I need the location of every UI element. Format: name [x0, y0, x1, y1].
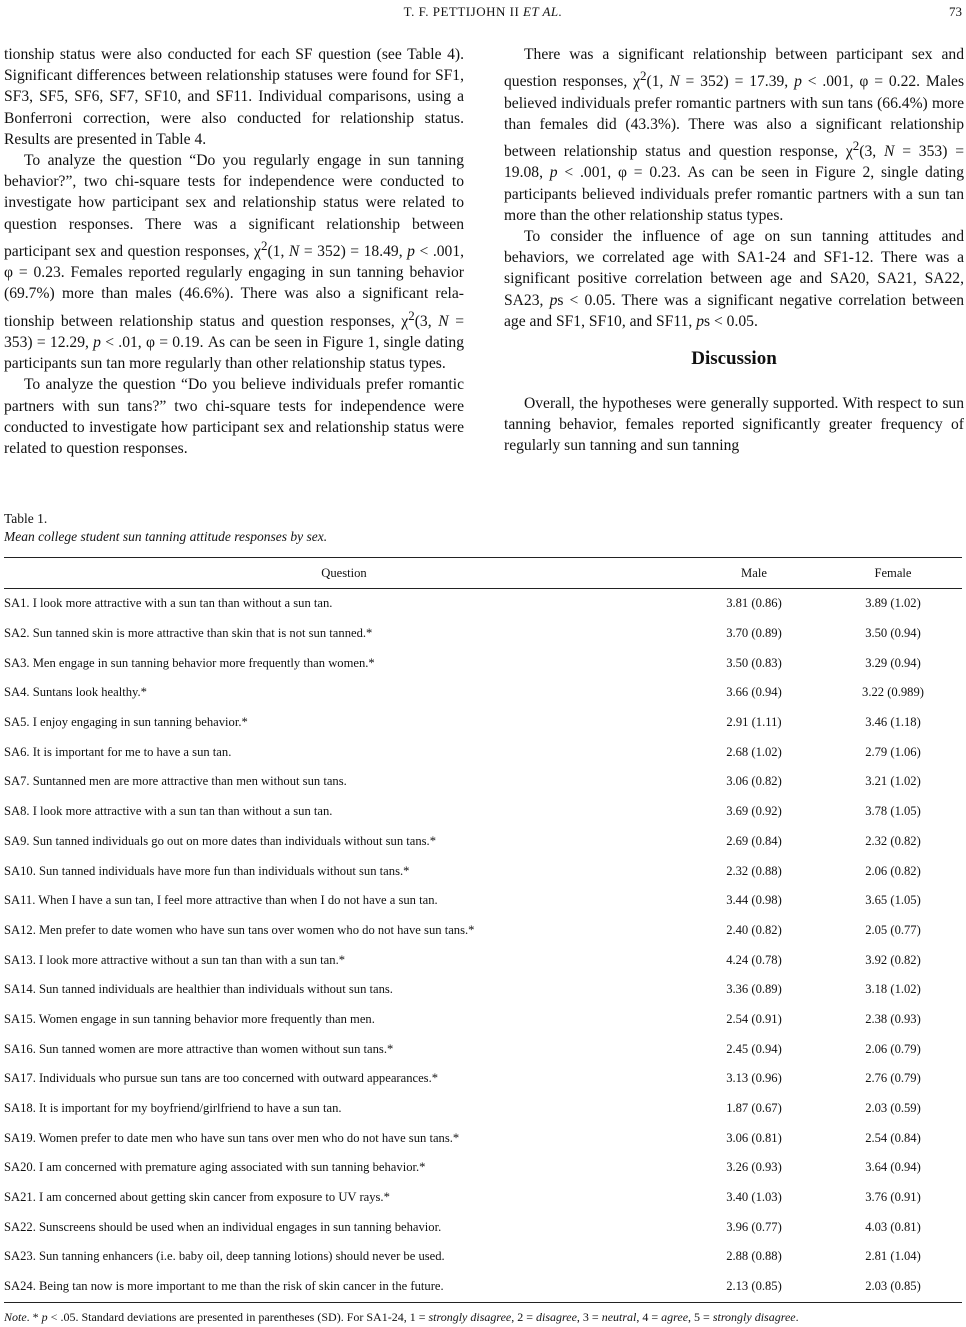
female-mean-cell: 3.78 (1.05) [865, 804, 921, 819]
male-mean-cell: 3.69 (0.92) [726, 804, 782, 819]
page-number: 73 [949, 4, 962, 19]
female-mean-cell: 3.76 (0.91) [865, 1190, 921, 1205]
male-mean-cell: 3.40 (1.03) [726, 1190, 782, 1205]
male-mean-cell: 2.13 (0.85) [684, 1272, 824, 1302]
female-mean-cell: 3.29 (0.94) [865, 655, 921, 670]
male-mean-cell: 3.26 (0.93) [726, 1160, 782, 1175]
table-note: Note. * p < .05. Standard deviations are presented in parentheses (SD). For SA1-24, 1 = strongly disagree, 2 = disagree, 3 = neutral, 4 = agree, 5 = strongly disagree. [4, 1310, 799, 1324]
question-cell: SA1. I look more attractive with a sun tan than without a sun tan. [4, 596, 333, 611]
table-row [4, 1005, 962, 1035]
male-mean-cell: 1.87 (0.67) [726, 1101, 782, 1116]
question-cell: SA21. I am concerned about getting skin cancer from exposure to UV rays.* [4, 1190, 390, 1205]
male-mean-cell: 2.32 (0.88) [726, 863, 782, 878]
question-cell: SA12. Men prefer to date women who have sun tans over women who do not have sun tans.* [4, 922, 475, 937]
male-mean-cell: 2.68 (1.02) [726, 744, 782, 759]
table-label: Table 1. [4, 511, 48, 526]
male-mean-cell: 2.54 (0.91) [726, 1011, 782, 1026]
female-mean-cell: 3.89 (1.02) [865, 596, 921, 611]
male-mean-cell: 4.24 (0.78) [726, 952, 782, 967]
female-mean-cell: 3.65 (1.05) [865, 893, 921, 908]
female-mean-cell: 2.05 (0.77) [865, 922, 921, 937]
right-paragraph-2: To consider the influence of age on sun tanning attitudes and behaviors, we correlated age with SA1-24 and SF1-12. There was a significant positive correlation between age and SA20, SA21, SA22, SA23, ps < 0.05. There was a significant negative correlation between age and SF1, SF10, and SF11, ps < 0.05. [504, 228, 964, 330]
table-caption: Mean college student sun tanning attitude responses by sex. [4, 529, 328, 544]
male-mean-cell: 3.36 (0.89) [726, 982, 782, 997]
female-mean-cell: 2.06 (0.82) [865, 863, 921, 878]
table-row [4, 708, 962, 738]
female-mean-cell: 3.46 (1.18) [865, 715, 921, 730]
male-mean-cell: 2.69 (0.84) [726, 833, 782, 848]
male-mean-cell: 3.66 (0.94) [726, 685, 782, 700]
male-mean-cell: 2.45 (0.94) [726, 1041, 782, 1056]
right-column [504, 44, 964, 457]
question-cell: SA18. It is important for my boyfriend/girlfriend to have a sun tan. [4, 1101, 342, 1116]
male-mean-cell: 3.06 (0.82) [726, 774, 782, 789]
female-mean-cell: 2.81 (1.04) [865, 1249, 921, 1264]
running-head-author: T. F. PETTIJOHN II ET AL. [403, 4, 563, 19]
male-mean-cell: 2.88 (0.88) [726, 1249, 782, 1264]
left-paragraph-3: To analyze the question “Do you believe individuals prefer romantic partners with sun tans?” two chi-square tests for independence were conducted to investigate how participant sex and relationship status were related to question responses. [4, 376, 464, 458]
running-head [0, 4, 966, 22]
left-paragraph-1: tionship status were also conducted for each SF question (see Table 4). Significant differences between relationship statuses were found for SF1, SF3, SF5, SF6, SF7, SF10, and SF11. Individual comparisons, using a Bonferroni correction, were also conducted for relationship status. Results are presented in Table 4. [4, 46, 464, 148]
question-cell: SA22. Sunscreens should be used when an individual engages in sun tanning behavior. [4, 1219, 442, 1234]
female-mean-cell: 3.92 (0.82) [865, 952, 921, 967]
female-mean-cell: 3.22 (0.989) [862, 685, 924, 700]
table-row [4, 1272, 962, 1302]
table-row [4, 1094, 962, 1124]
male-mean-cell: 2.91 (1.11) [726, 715, 782, 730]
table-row [4, 589, 962, 619]
table-row [4, 1212, 962, 1242]
female-mean-cell: 2.03 (0.59) [865, 1101, 921, 1116]
question-cell: SA15. Women engage in sun tanning behavior more frequently than men. [4, 1011, 375, 1026]
question-cell: SA23. Sun tanning enhancers (i.e. baby oil, deep tanning lotions) should never be used. [4, 1249, 445, 1264]
question-cell: SA5. I enjoy engaging in sun tanning behavior.* [4, 715, 248, 730]
female-mean-cell: 3.18 (1.02) [865, 982, 921, 997]
discussion-heading: Discussion [691, 348, 777, 370]
female-mean-cell: 3.64 (0.94) [865, 1160, 921, 1175]
table-row [4, 767, 962, 797]
table-row [4, 678, 962, 708]
female-mean-cell: 2.54 (0.84) [865, 1130, 921, 1145]
header-male: Male [684, 558, 824, 589]
right-paragraph-1: There was a significant relationship between participant sex and question responses, $\chi^2(1$, N = 352) = 17.39, p < .001, φ = 0.22. Males believed individuals prefer romantic partners with sun tans (66.4%) more than females did (43.3%). There was also a significant relationship between relationship status and question response, $\chi^2(3$, N = 353) = 19.08, p < .001, φ = 0.23. As can be seen in Figure 2, single dating participants believed individuals prefer romantic partners with a sun tan more than the other relationship status types. [504, 46, 965, 224]
left-column [4, 44, 464, 459]
table-row [4, 856, 962, 886]
table-row [4, 1242, 962, 1272]
header-female: Female [824, 558, 962, 589]
question-cell: SA8. I look more attractive with a sun tan than without a sun tan. [4, 804, 333, 819]
question-cell: SA4. Suntans look healthy.* [4, 685, 147, 700]
question-cell: SA6. It is important for me to have a sun tan. [4, 744, 232, 759]
question-cell: SA3. Men engage in sun tanning behavior more frequently than women.* [4, 655, 375, 670]
question-cell: SA2. Sun tanned skin is more attractive than skin that is not sun tanned.* [4, 626, 373, 641]
female-mean-cell: 4.03 (0.81) [865, 1219, 921, 1234]
male-mean-cell: 3.81 (0.86) [726, 596, 782, 611]
female-mean-cell: 2.06 (0.79) [865, 1041, 921, 1056]
male-mean-cell: 3.70 (0.89) [726, 626, 782, 641]
table-header-row [4, 558, 962, 589]
table-row [4, 1064, 962, 1094]
table-row [4, 975, 962, 1005]
header-question: Question [4, 558, 684, 589]
table-row [4, 886, 962, 916]
male-mean-cell: 3.50 (0.83) [726, 655, 782, 670]
male-mean-cell: 3.96 (0.77) [726, 1219, 782, 1234]
question-cell: SA20. I am concerned with premature aging associated with sun tanning behavior.* [4, 1160, 426, 1175]
male-mean-cell: 3.44 (0.98) [726, 893, 782, 908]
question-cell: SA16. Sun tanned women are more attractive than women without sun tans.* [4, 1041, 394, 1056]
female-mean-cell: 3.21 (1.02) [865, 774, 921, 789]
question-cell: SA9. Sun tanned individuals go out on more dates than individuals without sun tans.* [4, 833, 437, 848]
table-row [4, 797, 962, 827]
question-cell: SA24. Being tan now is more important to me than the risk of skin cancer in the future. [4, 1272, 684, 1302]
female-mean-cell: 2.32 (0.82) [865, 833, 921, 848]
table-row [4, 1183, 962, 1213]
male-mean-cell: 3.13 (0.96) [726, 1071, 782, 1086]
right-paragraph-3: Overall, the hypotheses were generally supported. With respect to sun tanning behavior, females reported significantly greater frequency of regularly sun tanning and sun tanning [504, 395, 964, 455]
female-mean-cell: 2.03 (0.85) [824, 1272, 962, 1302]
female-mean-cell: 2.79 (1.06) [865, 744, 921, 759]
sun-tanning-attitudes-table [4, 557, 962, 1303]
male-mean-cell: 2.40 (0.82) [726, 922, 782, 937]
table-row [4, 737, 962, 767]
male-mean-cell: 3.06 (0.81) [726, 1130, 782, 1145]
female-mean-cell: 3.50 (0.94) [865, 626, 921, 641]
table-row [4, 648, 962, 678]
table-row [4, 945, 962, 975]
table-row [4, 619, 962, 649]
table-body [4, 589, 962, 1303]
table-row [4, 1123, 962, 1153]
table-row [4, 827, 962, 857]
question-cell: SA11. When I have a sun tan, I feel more attractive than when I do not have a sun tan. [4, 893, 438, 908]
question-cell: SA10. Sun tanned individuals have more fun than individuals without sun tans.* [4, 863, 410, 878]
table-row [4, 1034, 962, 1064]
female-mean-cell: 2.76 (0.79) [865, 1071, 921, 1086]
question-cell: SA14. Sun tanned individuals are healthier than individuals without sun tans. [4, 982, 393, 997]
question-cell: SA7. Suntanned men are more attractive than men without sun tans. [4, 774, 347, 789]
table-row [4, 1153, 962, 1183]
question-cell: SA19. Women prefer to date men who have sun tans over men who do not have sun tans.* [4, 1130, 460, 1145]
question-cell: SA13. I look more attractive without a sun tan than with a sun tan.* [4, 952, 346, 967]
question-cell: SA17. Individuals who pursue sun tans are too concerned with outward appearances.* [4, 1071, 439, 1086]
table-row [4, 916, 962, 946]
female-mean-cell: 2.38 (0.93) [865, 1011, 921, 1026]
left-paragraph-2: To analyze the question “Do you regularly engage in sun tanning behavior?”, two chi-square tests for independence were conducted to investigate how participant sex and relationship status were related to question responses. There was a significant relationship between participant sex and question responses, $\chi^2(1$, N = 352) = 18.49, p < .001, φ = 0.23. Females reported regularly engaging in sun tanning behavior (69.7%) more than males (46.6%). There was also a significant relationship between relationship status and question responses, $\chi^2(3$, N = 353) = 12.29, p < .01, φ = 0.19. As can be seen in Figure 1, single dating participants sun tan more regularly than other relationship status types. [4, 152, 465, 373]
